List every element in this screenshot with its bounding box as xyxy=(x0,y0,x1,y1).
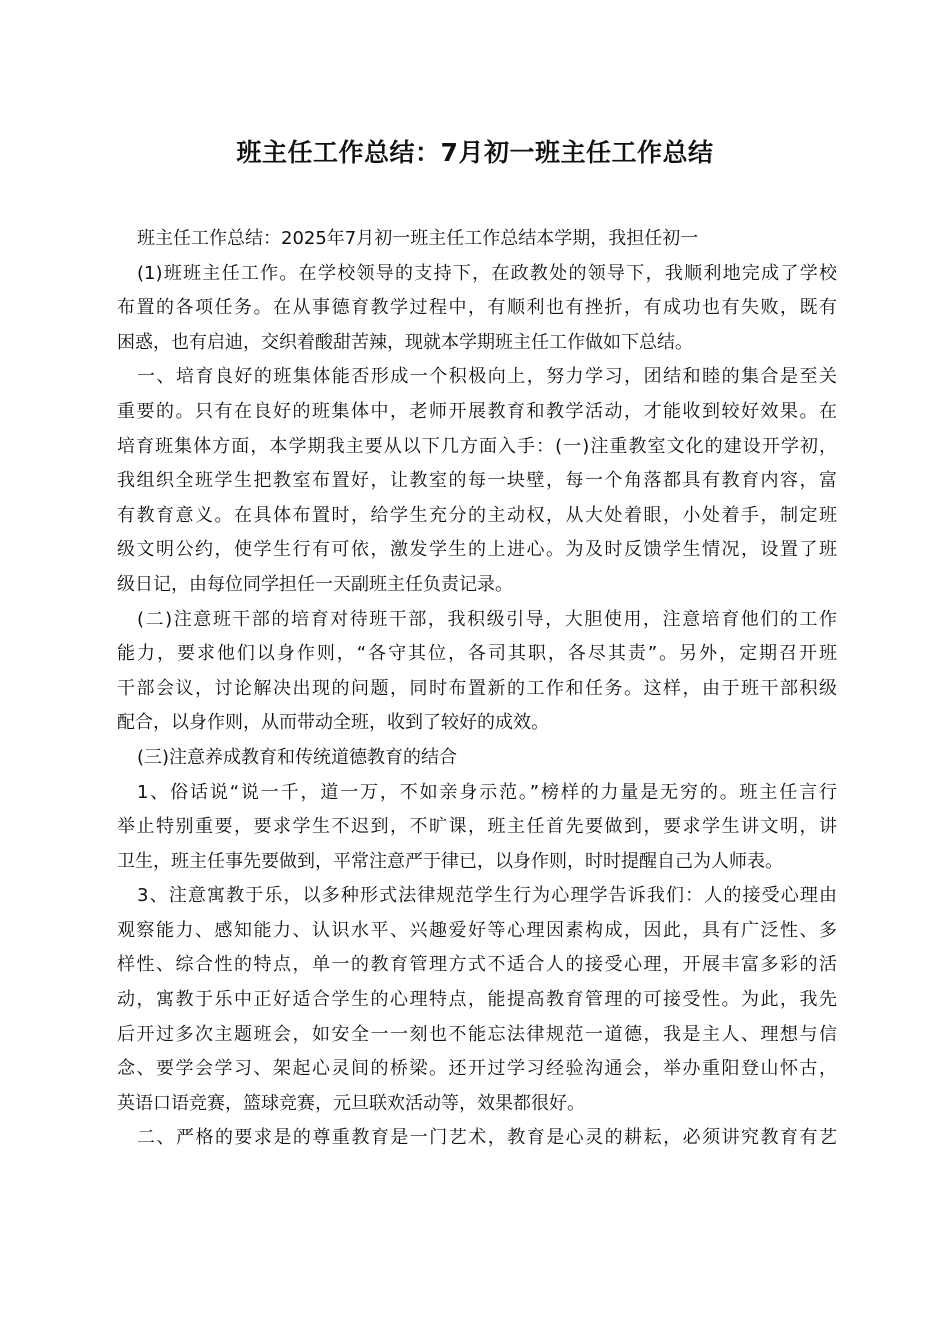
text-line: 能力，要求他们以身作则，“各守其位，各司其职，各尽其责”。另外，定期召开班 xyxy=(117,643,837,665)
text-line: 3、注意寓教于乐，以多种形式法律规范学生行为心理学告诉我们：人的接受心理由 xyxy=(137,885,837,907)
text-line: 级日记，由每位同学担任一天副班主任负责记录。 xyxy=(117,573,513,595)
text-line: 观察能力、感知能力、认识水平、兴趣爱好等心理因素构成，因此，具有广泛性、多 xyxy=(117,919,837,941)
text-line: 布置的各项任务。在从事德育教学过程中，有顺利也有挫折，有成功也有失败，既有 xyxy=(117,297,837,319)
text-line: 困惑，也有启迪，交织着酸甜苦辣，现就本学期班主任工作做如下总结。 xyxy=(117,331,693,353)
text-line: 级文明公约，使学生行有可依，激发学生的上进心。为及时反馈学生情况，设置了班 xyxy=(117,539,837,561)
text-line: 英语口语竞赛，篮球竞赛，元旦联欢活动等，效果都很好。 xyxy=(117,1092,585,1114)
text-line: (三)注意养成教育和传统道德教育的结合 xyxy=(137,746,458,768)
text-line: (1)班班主任工作。在学校领导的支持下，在政教处的领导下，我顺利地完成了学校 xyxy=(137,262,837,284)
text-line: 后开过多次主题班会，如安全一一刻也不能忘法律规范一道德，我是主人、理想与信 xyxy=(117,1023,837,1045)
text-line: (二)注意班干部的培育对待班干部，我积级引导，大胆使用，注意培育他们的工作 xyxy=(137,608,837,630)
text-line: 干部会议，讨论解决出现的问题，同时布置新的工作和任务。这样，由于班干部积级 xyxy=(117,677,837,699)
text-line: 举止特别重要，要求学生不迟到，不旷课，班主任首先要做到，要求学生讲文明，讲 xyxy=(117,816,837,838)
text-line: 一、培育良好的班集体能否形成一个积极向上，努力学习，团结和睦的集合是至关 xyxy=(137,366,837,388)
text-line: 培育班集体方面，本学期我主要从以下几方面入手：(一)注重教室文化的建设开学初， xyxy=(117,435,837,457)
text-line: 卫生，班主任事先要做到，平常注意严于律已，以身作则，时时提醒自己为人师表。 xyxy=(117,850,783,872)
text-line: 有教育意义。在具体布置时，给学生充分的主动权，从大处着眼，小处着手，制定班 xyxy=(117,504,837,526)
text-line: 样性、综合性的特点，单一的教育管理方式不适合人的接受心理，开展丰富多彩的活 xyxy=(117,954,837,976)
text-line: 动，寓教于乐中正好适合学生的心理特点，能提高教育管理的可接受性。为此，我先 xyxy=(117,989,837,1011)
text-line: 我组织全班学生把教室布置好，让教室的每一块壁，每一个角落都具有教育内容，富 xyxy=(117,470,837,492)
text-line: 配合，以身作则，从而带动全班，收到了较好的成效。 xyxy=(117,712,549,734)
text-line: 班主任工作总结：2025年7月初一班主任工作总结本学期，我担任初一 xyxy=(137,228,699,249)
document-title: 班主任工作总结：7月初一班主任工作总结 xyxy=(236,138,714,167)
text-line: 重要的。只有在良好的班集体中，老师开展教育和教学活动，才能收到较好效果。在 xyxy=(117,400,837,422)
text-line: 念、要学会学习、架起心灵间的桥梁。还开过学习经验沟通会，举办重阳登山怀古， xyxy=(117,1058,837,1080)
text-line: 1、俗话说“说一千，道一万，不如亲身示范。”榜样的力量是无穷的。班主任言行 xyxy=(137,781,837,803)
text-line: 二、严格的要求是的尊重教育是一门艺术，教育是心灵的耕耘，必须讲究教育有艺 xyxy=(137,1127,837,1149)
document-body xyxy=(117,222,837,1156)
